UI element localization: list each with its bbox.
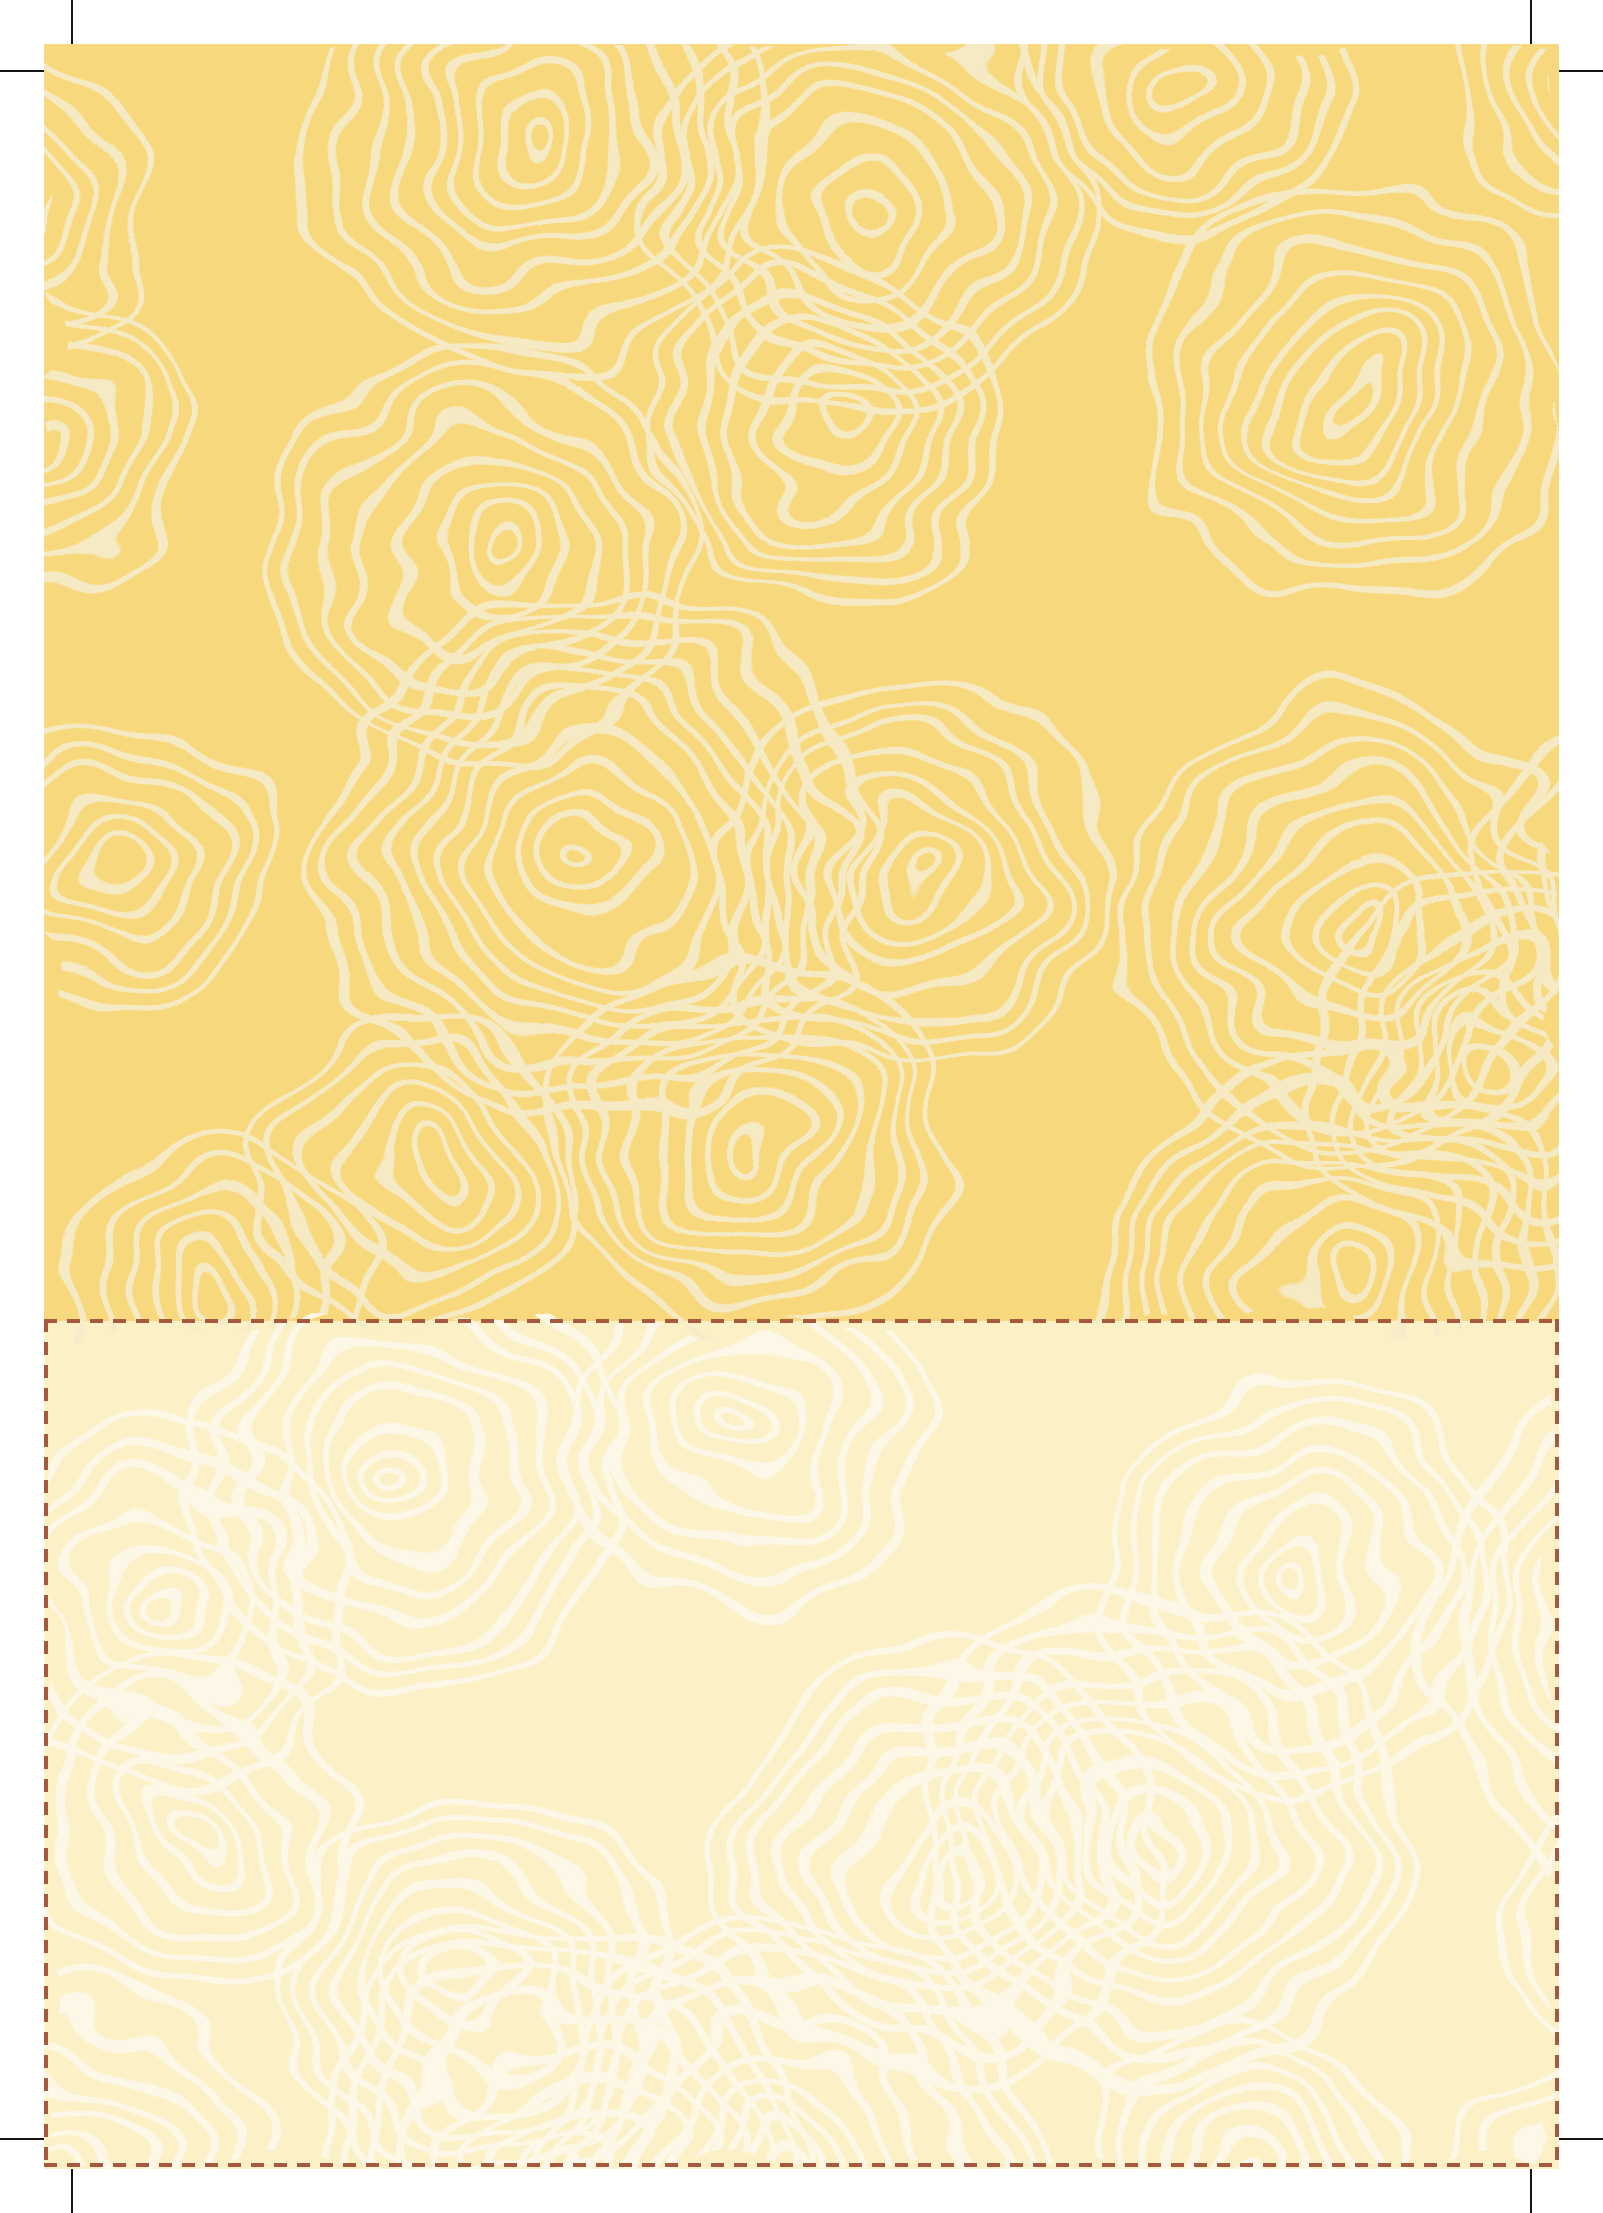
coupon-cut-line-right	[1555, 1319, 1559, 2169]
flyer-canvas	[44, 44, 1559, 2169]
marbled-texture-background	[44, 44, 1559, 2169]
coupon-cut-line-left	[44, 1319, 48, 2169]
coupon-cut-line-top	[44, 1319, 1559, 1323]
coupon-cut-line-bottom	[44, 2163, 1559, 2167]
